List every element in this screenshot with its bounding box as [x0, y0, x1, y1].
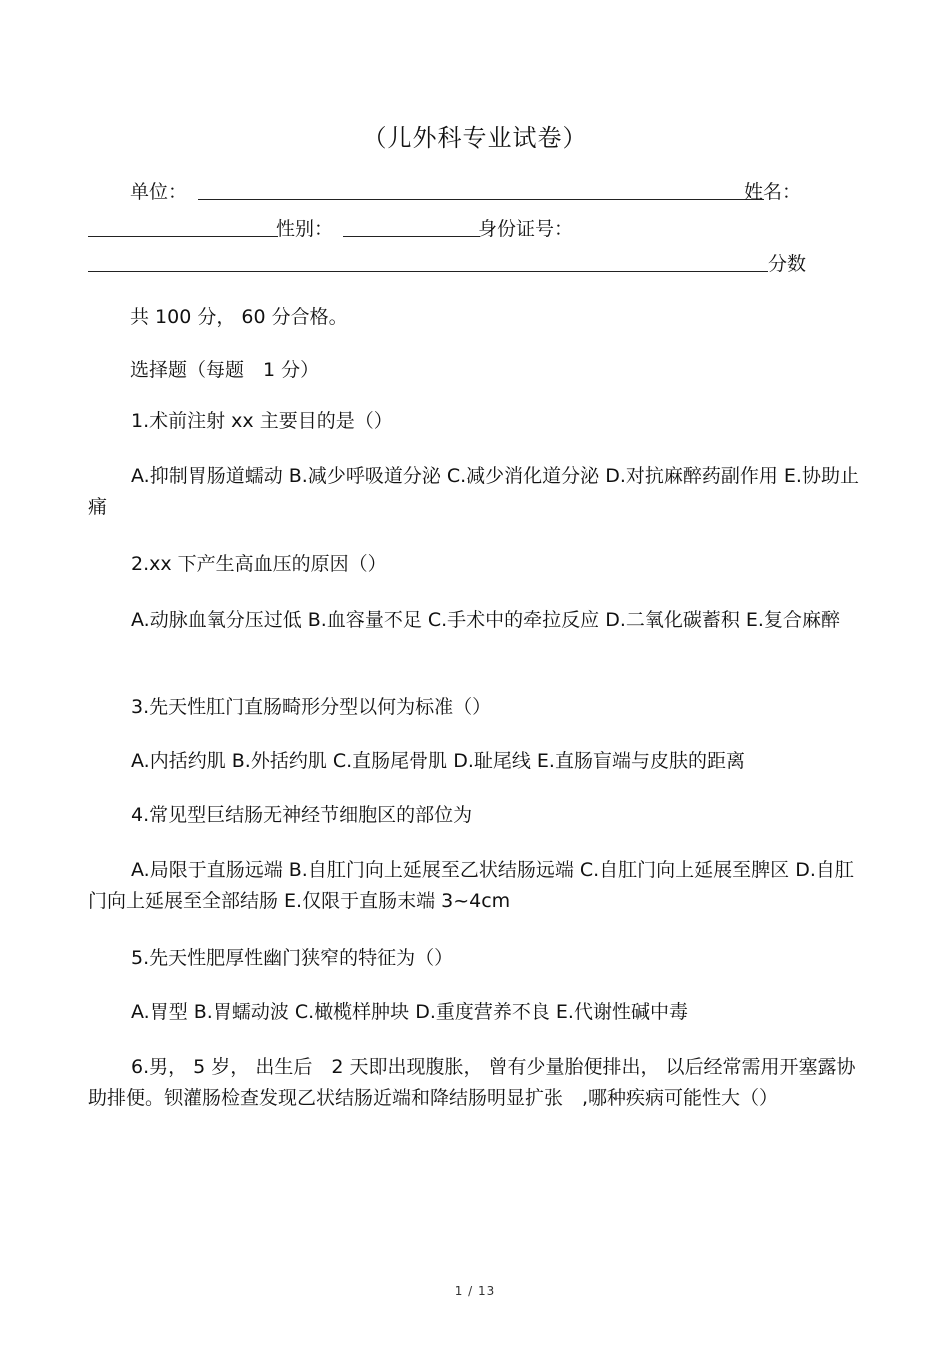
question-5: 5.先天性肥厚性幽门狭窄的特征为（） [131, 947, 454, 969]
id-label: 身份证号： [478, 218, 574, 240]
name-field-line[interactable] [88, 236, 278, 237]
exam-title: （儿外科专业试卷） [362, 124, 588, 152]
id-field-line[interactable] [88, 271, 768, 272]
unit-label: 单位： [130, 181, 188, 203]
question-2: 2.xx 下产生高血压的原因（） [131, 553, 387, 575]
question-4: 4.常见型巨结肠无神经节细胞区的部位为 [131, 804, 473, 826]
score-info: 共 100 分， 60 分合格。 [130, 306, 348, 328]
page-number: 1 / 13 [454, 1284, 496, 1298]
question-6: 6.男， 5 岁， 出生后 2 天即出现腹胀， 曾有少量胎便排出， 以后经常需用开塞露协助排便。钡灌肠检查发现乙状结肠近端和降结肠明显扩张 ,哪种疾病可能性大（） [88, 1056, 856, 1109]
question-3: 3.先天性肛门直肠畸形分型以何为标准（） [131, 696, 492, 718]
question-1: 1.术前注射 xx 主要目的是（） [131, 410, 393, 432]
gender-label: 性别： [276, 218, 334, 240]
score-label: 分数 [768, 253, 807, 275]
name-label: 姓名： [744, 181, 802, 203]
question-4-options: A.局限于直肠远端 B.自肛门向上延展至乙状结肠远端 C.自肛门向上延展至脾区 D.自肛门向上延展至全部结肠 E.仅限于直肠末端 3~4cm [88, 859, 854, 912]
gender-field-line[interactable] [343, 236, 480, 237]
question-1-options: A.抑制胃肠道蠕动 B.减少呼吸道分泌 C.减少消化道分泌 D.对抗麻醉药副作用 E.协助止痛 [88, 465, 859, 518]
question-3-options: A.内括约肌 B.外括约肌 C.直肠尾骨肌 D.耻尾线 E.直肠盲端与皮肤的距离 [131, 750, 745, 772]
question-5-options: A.胃型 B.胃蠕动波 C.橄榄样肿块 D.重度营养不良 E.代谢性碱中毒 [131, 1001, 688, 1023]
question-2-options: A.动脉血氧分压过低 B.血容量不足 C.手术中的牵拉反应 D.二氧化碳蓄积 E.复合麻醉 [131, 609, 840, 631]
section-heading: 选择题（每题 1 分） [130, 359, 320, 381]
unit-field-line[interactable] [198, 199, 764, 200]
